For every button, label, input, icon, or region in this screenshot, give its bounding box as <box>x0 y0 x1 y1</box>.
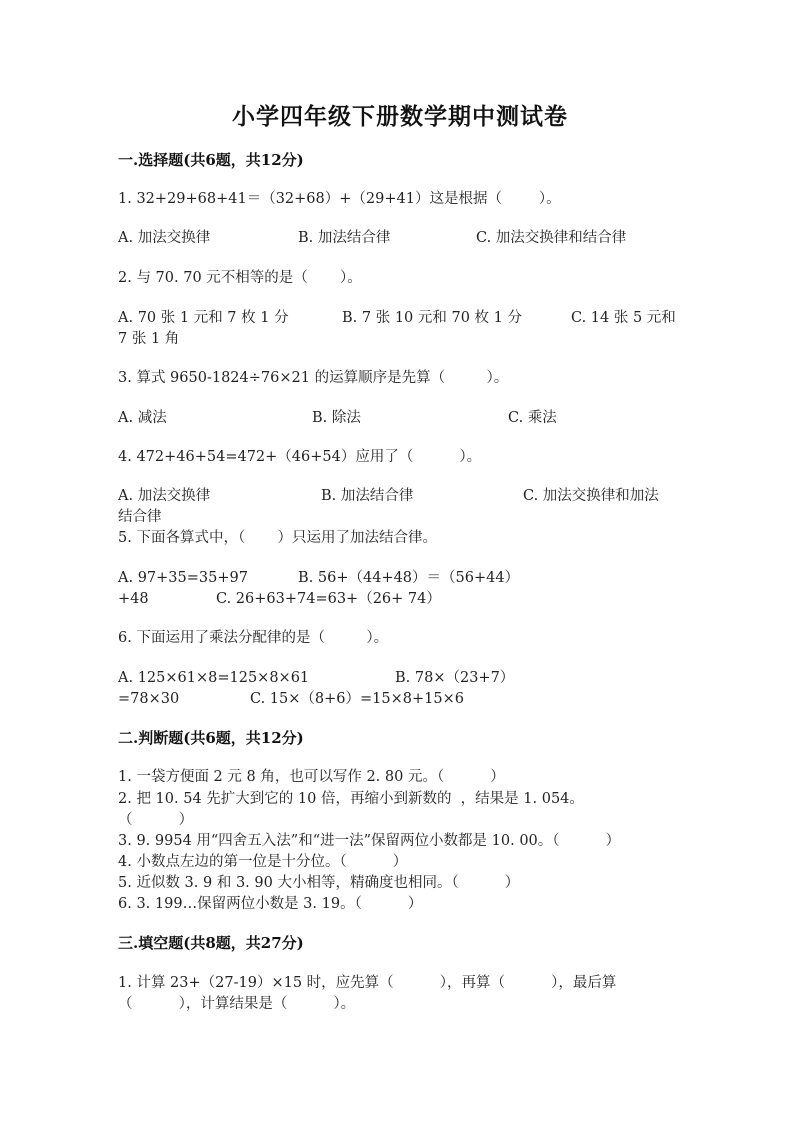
question-2-option-c: C. 14 张 5 元和 <box>571 310 676 326</box>
judge-1: 1. 一袋方便面 2 元 8 角，也可以写作 2. 80 元。（ ） <box>118 769 505 785</box>
question-2-option-c-continued: 7 张 1 角 <box>118 331 180 347</box>
question-5-option-a: A. 97+35=35+97 <box>118 570 248 586</box>
question-6-stem: 6. 下面运用了乘法分配律的是（ ）。 <box>118 630 389 646</box>
section-heading-fill: 三.填空题(共8题，共27分) <box>118 934 304 952</box>
question-1-option-c: C. 加法交换律和结合律 <box>476 230 627 246</box>
judge-5: 5. 近似数 3. 9 和 3. 90 大小相等，精确度也相同。（ ） <box>118 875 520 891</box>
judge-6: 6. 3. 199…保留两位小数是 3. 19。（ ） <box>118 896 423 912</box>
question-5-stem: 5. 下面各算式中，（ ）只运用了加法结合律。 <box>118 530 437 546</box>
question-4-stem: 4. 472+46+54=472+（46+54）应用了（ ）。 <box>118 449 482 465</box>
question-1-option-a: A. 加法交换律 <box>118 230 211 246</box>
judge-4: 4. 小数点左边的第一位是十分位。（ ） <box>118 854 408 870</box>
question-2-option-b: B. 7 张 10 元和 70 枚 1 分 <box>342 310 522 326</box>
question-2-stem: 2. 与 70. 70 元不相等的是（ ）。 <box>118 270 362 286</box>
question-3-option-b: B. 除法 <box>312 410 361 426</box>
section-heading-judge: 二.判断题(共6题，共12分) <box>118 729 304 747</box>
fill-1-continued: （ ），计算结果是（ ）。 <box>118 996 356 1012</box>
judge-3: 3. 9. 9954 用“四舍五入法”和“进一法”保留两位小数都是 10. 00。（ ） <box>118 833 621 849</box>
section-heading-choice: 一.选择题(共6题，共12分) <box>118 151 304 169</box>
question-6-option-c: C. 15×（8+6）=15×8+15×6 <box>250 691 464 707</box>
question-1-stem: 1. 32+29+68+41＝（32+68）+（29+41）这是根据（ ）。 <box>118 191 561 207</box>
question-5-option-b-continued: +48 <box>118 591 149 607</box>
question-4-option-b: B. 加法结合律 <box>321 488 414 504</box>
question-5-option-c: C. 26+63+74=63+（26+ 74） <box>216 591 441 607</box>
question-6-option-b: B. 78×（23+7） <box>395 670 515 686</box>
question-3-option-a: A. 减法 <box>118 410 167 426</box>
question-1-option-b: B. 加法结合律 <box>298 230 391 246</box>
fill-1: 1. 计算 23+（27-19）×15 时，应先算（ ），再算（ ），最后算 <box>118 975 617 991</box>
judge-2: 2. 把 10. 54 先扩大到它的 10 倍，再缩小到新数的 ，结果是 1. 054。 <box>118 791 584 807</box>
judge-2-continued: （ ） <box>118 812 194 828</box>
page-title: 小学四年级下册数学期中测试卷 <box>232 103 568 130</box>
question-4-option-c: C. 加法交换律和加法 <box>523 488 659 504</box>
question-4-option-c-continued: 结合律 <box>118 509 162 525</box>
question-6-option-b-continued: =78×30 <box>118 691 180 707</box>
question-6-option-a: A. 125×61×8=125×8×61 <box>118 670 310 686</box>
question-3-option-c: C. 乘法 <box>508 410 557 426</box>
question-2-option-a: A. 70 张 1 元和 7 枚 1 分 <box>118 310 289 326</box>
question-3-stem: 3. 算式 9650-1824÷76×21 的运算顺序是先算（ ）。 <box>118 370 509 386</box>
question-5-option-b: B. 56+（44+48）＝（56+44） <box>298 570 520 586</box>
question-4-option-a: A. 加法交换律 <box>118 488 211 504</box>
